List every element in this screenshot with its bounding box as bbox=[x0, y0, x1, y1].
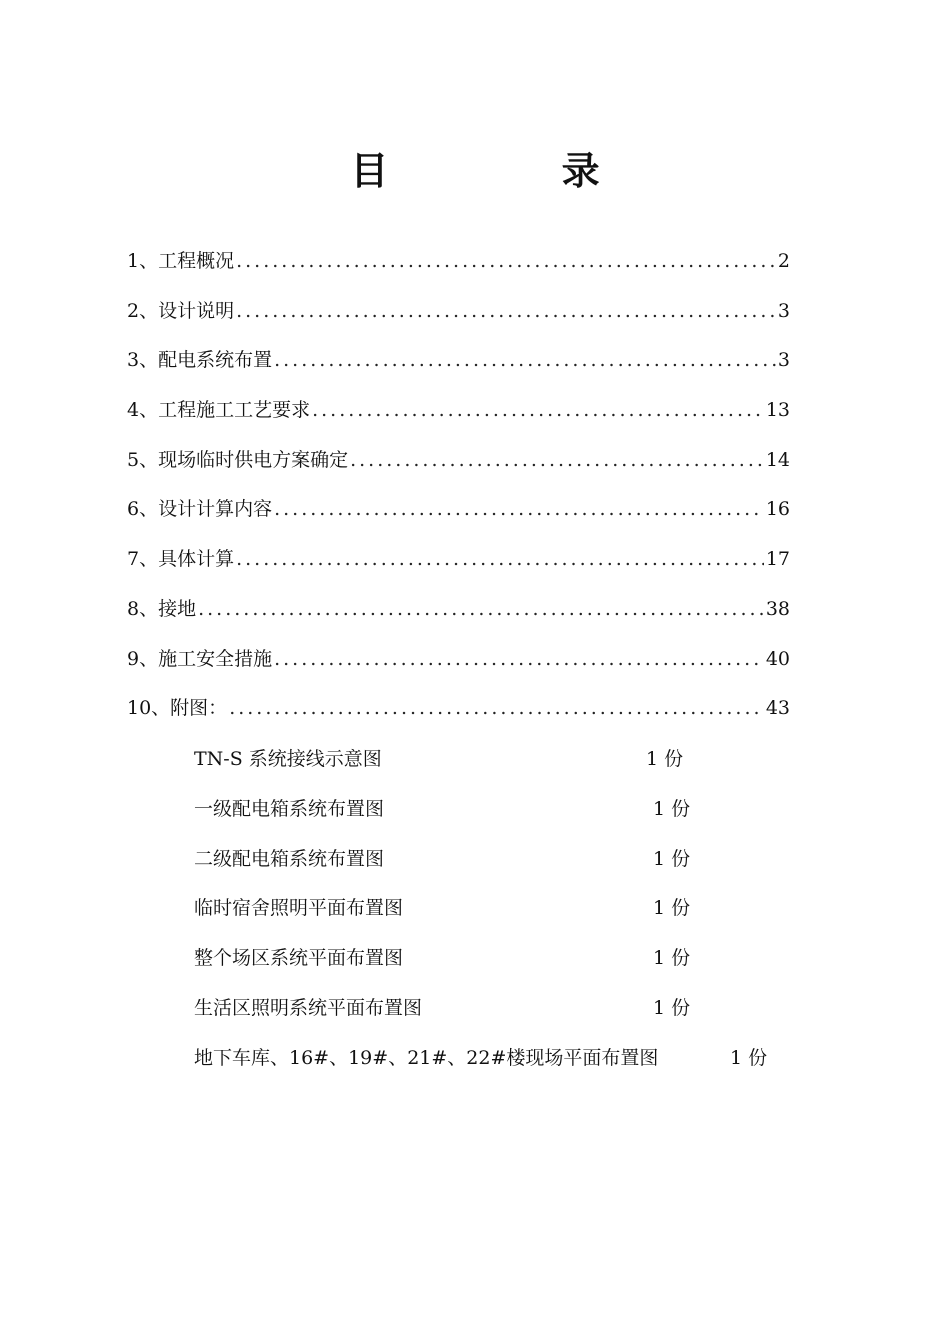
toc-dot-leader bbox=[198, 598, 764, 620]
appendix-item bbox=[194, 893, 794, 943]
toc-entry[interactable] bbox=[127, 345, 790, 395]
toc-entry-page: 3 bbox=[777, 349, 790, 372]
toc-dot-leader bbox=[350, 449, 764, 471]
appendix-item-name: 生活区照明系统平面布置图 bbox=[194, 996, 423, 1019]
toc-entry-label: 3、配电系统布置 bbox=[127, 349, 273, 372]
toc-entry-page: 17 bbox=[765, 548, 790, 571]
toc-entry[interactable] bbox=[127, 296, 790, 346]
toc-entry-page: 3 bbox=[777, 299, 790, 322]
appendix-item-name: TN-S 系统接线示意图 bbox=[194, 748, 382, 770]
toc-dot-leader bbox=[274, 498, 764, 520]
toc-entry-page: 40 bbox=[765, 647, 790, 670]
appendix-item bbox=[194, 844, 794, 894]
page-title bbox=[0, 140, 950, 195]
appendix-item-count: 1 份 bbox=[653, 947, 691, 970]
toc-dot-leader bbox=[236, 548, 764, 570]
toc-entry[interactable] bbox=[127, 544, 790, 594]
toc-entry-label: 10、附图： bbox=[127, 697, 228, 720]
toc-entry-page: 2 bbox=[777, 250, 790, 272]
toc-entry-label: 5、现场临时供电方案确定 bbox=[127, 448, 349, 471]
appendix-item-count: 1 份 bbox=[730, 1046, 768, 1069]
toc-entry-page: 13 bbox=[765, 399, 790, 422]
toc-entry-label: 1、工程概况 bbox=[127, 250, 235, 272]
toc-entry[interactable] bbox=[127, 445, 790, 495]
toc-entry[interactable] bbox=[127, 644, 790, 694]
appendix-item bbox=[194, 993, 794, 1043]
appendix-item bbox=[194, 1043, 794, 1093]
appendix-item bbox=[194, 794, 794, 844]
toc-entry[interactable] bbox=[127, 594, 790, 644]
toc-entry-label: 9、施工安全措施 bbox=[127, 647, 273, 670]
toc-entry[interactable] bbox=[127, 693, 790, 743]
appendix-item-name: 临时宿舍照明平面布置图 bbox=[194, 897, 404, 920]
toc-entry[interactable] bbox=[127, 246, 790, 296]
toc-entry[interactable] bbox=[127, 494, 790, 544]
toc-dot-leader bbox=[274, 648, 764, 670]
table-of-contents bbox=[127, 246, 790, 743]
toc-entry-label: 8、接地 bbox=[127, 597, 197, 620]
appendix-item-name: 整个场区系统平面布置图 bbox=[194, 947, 404, 970]
toc-dot-leader bbox=[236, 250, 776, 272]
toc-entry-label: 2、设计说明 bbox=[127, 299, 235, 322]
toc-entry-page: 16 bbox=[765, 498, 790, 521]
toc-dot-leader bbox=[236, 300, 776, 322]
appendix-item-name: 一级配电箱系统布置图 bbox=[194, 797, 385, 820]
toc-dot-leader bbox=[312, 399, 764, 421]
appendix-item-name: 地下车库、16#、19#、21#、22#楼现场平面布置图 bbox=[194, 1046, 659, 1069]
toc-entry-label: 6、设计计算内容 bbox=[127, 498, 273, 521]
toc-entry-page: 38 bbox=[765, 597, 790, 620]
toc-entry-page: 43 bbox=[765, 697, 790, 720]
toc-entry-label: 4、工程施工工艺要求 bbox=[127, 399, 311, 422]
appendix-item-count: 1 份 bbox=[653, 847, 691, 870]
appendix-item-count: 1 份 bbox=[653, 996, 691, 1019]
appendix-item-name: 二级配电箱系统布置图 bbox=[194, 847, 385, 870]
appendix-list bbox=[194, 744, 794, 1093]
appendix-item-count: 1 份 bbox=[653, 897, 691, 920]
toc-dot-leader bbox=[229, 697, 764, 719]
page-title-text: 目 录 bbox=[350, 149, 680, 193]
appendix-item bbox=[194, 744, 794, 794]
toc-entry-page: 14 bbox=[765, 448, 790, 471]
toc-entry-label: 7、具体计算 bbox=[127, 548, 235, 571]
appendix-item-count: 1 份 bbox=[653, 797, 691, 820]
toc-entry[interactable] bbox=[127, 395, 790, 445]
appendix-item-count: 1 份 bbox=[646, 748, 684, 770]
toc-dot-leader bbox=[274, 349, 776, 371]
appendix-item bbox=[194, 943, 794, 993]
